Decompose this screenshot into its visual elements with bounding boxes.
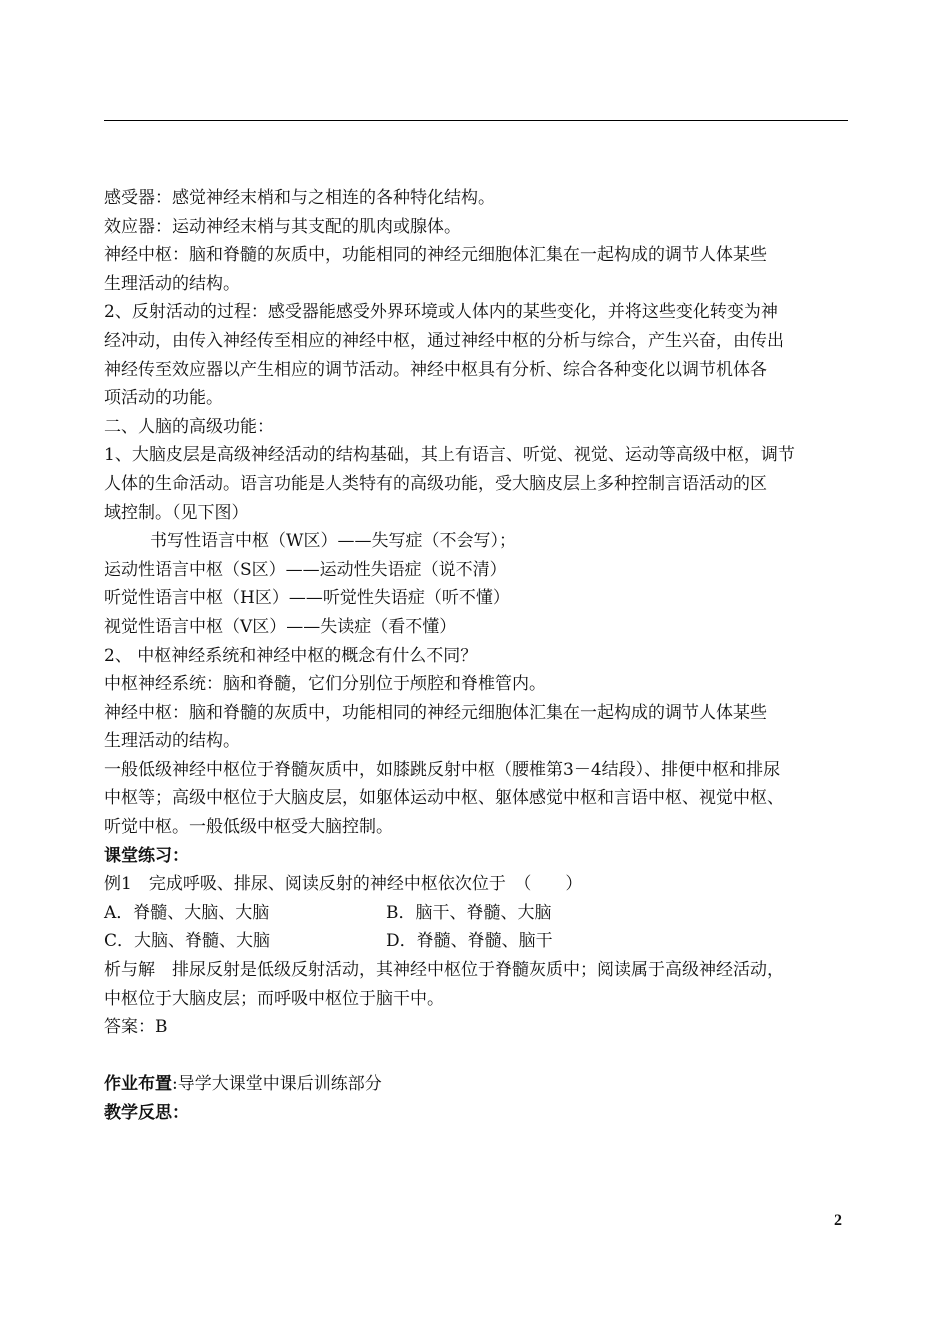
text-line: 感受器：感觉神经末梢和与之相连的各种特化结构。 bbox=[104, 188, 495, 208]
answer-line: 答案：B bbox=[104, 1017, 168, 1038]
text-line: 神经中枢：脑和脊髓的灰质中，功能相同的神经元细胞体汇集在一起构成的调节人体某些 bbox=[104, 702, 767, 723]
homework-text: :导学大课堂中课后训练部分 bbox=[172, 1074, 382, 1095]
text-line: 项活动的功能。 bbox=[104, 388, 223, 409]
section-heading: 二、人脑的高级功能： bbox=[104, 416, 274, 437]
text-line: 域控制。（见下图） bbox=[104, 502, 249, 523]
option-row bbox=[104, 927, 864, 956]
text-line: 神经传至效应器以产生相应的调节活动。神经中枢具有分析、综合各种变化以调节机体各 bbox=[104, 359, 767, 380]
option-a: A．脊髓、大脑、大脑 bbox=[104, 902, 270, 923]
header-rule bbox=[104, 120, 848, 121]
text-line: 1、大脑皮层是高级神经活动的结构基础，其上有语言、听觉、视觉、运动等高级中枢，调节 bbox=[104, 445, 795, 466]
text-line: 经冲动，由传入神经传至相应的神经中枢，通过神经中枢的分析与综合，产生兴奋，由传出 bbox=[104, 330, 784, 351]
text-line: 中枢神经系统：脑和脊髓，它们分别位于颅腔和脊椎管内。 bbox=[104, 674, 546, 695]
practice-heading: 课堂练习： bbox=[104, 845, 189, 866]
option-c: C．大脑、脊髓、大脑 bbox=[104, 931, 271, 952]
text-line: 效应器：运动神经末梢与其支配的肌肉或腺体。 bbox=[104, 216, 461, 237]
text-line: 人体的生命活动。语言功能是人类特有的高级功能，受大脑皮层上多种控制言语活动的区 bbox=[104, 473, 767, 494]
page-number: 2 bbox=[834, 1212, 842, 1229]
option-b: B．脑干、脊髓、大脑 bbox=[386, 902, 552, 923]
text-line: 一般低级神经中枢位于脊髓灰质中，如膝跳反射中枢（腰椎第3－4结段）、排便中枢和排尿 bbox=[104, 759, 781, 780]
text-line: 听觉性语言中枢（H区）——听觉性失语症（听不懂） bbox=[104, 588, 510, 609]
option-d: D．脊髓、脊髓、脑干 bbox=[386, 931, 553, 952]
text-line: 生理活动的结构。 bbox=[104, 731, 240, 752]
homework-label: 作业布置 bbox=[104, 1074, 172, 1095]
practice-question: 例1 完成呼吸、排尿、阅读反射的神经中枢依次位于 （ ） bbox=[104, 874, 583, 895]
blank-line bbox=[104, 1042, 864, 1071]
text-line: 视觉性语言中枢（V区）——失读症（看不懂） bbox=[104, 616, 457, 637]
text-line: 神经中枢：脑和脊髓的灰质中，功能相同的神经元细胞体汇集在一起构成的调节人体某些 bbox=[104, 245, 767, 266]
option-row bbox=[104, 899, 864, 928]
text-line: 听觉中枢。一般低级中枢受大脑控制。 bbox=[104, 817, 393, 838]
analysis-line: 析与解 排尿反射是低级反射活动，其神经中枢位于脊髓灰质中；阅读属于高级神经活动， bbox=[104, 960, 784, 981]
text-line: 书写性语言中枢（W区）——失写症（不会写）； bbox=[150, 531, 516, 552]
homework-line bbox=[104, 1070, 864, 1099]
reflection-heading: 教学反思： bbox=[104, 1103, 189, 1123]
text-line: 生理活动的结构。 bbox=[104, 273, 240, 294]
text-line: 2、 中枢神经系统和神经中枢的概念有什么不同？ bbox=[104, 645, 478, 666]
analysis-line: 中枢位于大脑皮层；而呼吸中枢位于脑干中。 bbox=[104, 988, 444, 1009]
text-line: 2、反射活动的过程：感受器能感受外界环境或人体内的某些变化，并将这些变化转变为神 bbox=[104, 302, 778, 323]
text-line: 中枢等；高级中枢位于大脑皮层，如躯体运动中枢、躯体感觉中枢和言语中枢、视觉中枢、 bbox=[104, 788, 784, 809]
document-body bbox=[104, 184, 864, 1128]
text-line: 运动性语言中枢（S区）——运动性失语症（说不清） bbox=[104, 559, 507, 580]
